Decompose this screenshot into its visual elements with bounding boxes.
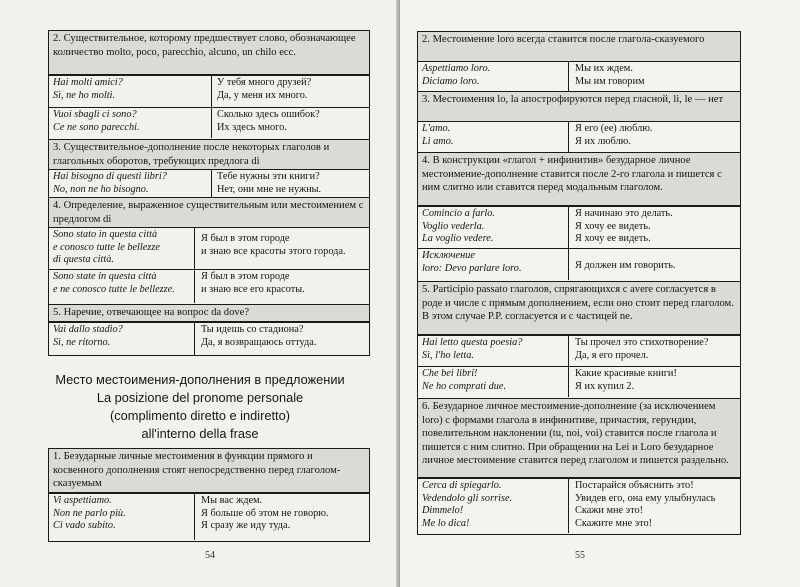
italian-text: Hai letto questa poesia? Sì, l'ho letta. xyxy=(422,337,523,361)
right-page xyxy=(400,0,800,587)
russian-text: Мы их ждем. Мы им говорим xyxy=(575,63,645,87)
section-heading-it-2: (complimento diretto e indiretto) xyxy=(110,408,290,423)
italian-text: Hai molti amici? Sì, ne ho molti. xyxy=(53,77,123,101)
russian-text: У тебя много друзей? Да, у меня их много. xyxy=(217,77,312,101)
table-row xyxy=(49,322,369,355)
table-row xyxy=(49,269,369,303)
italian-text: Cerca di spiegarlo. Vedendolo gli sorrise. Dimmelo! Me lo dica! xyxy=(422,480,513,529)
table-row xyxy=(418,206,740,249)
italian-text: Che bei libri! Ne ho comprati due. xyxy=(422,368,507,392)
table-row xyxy=(49,493,369,540)
italian-text: Comincio a farlo. Voglio vederla. La voglio vedere. xyxy=(422,208,495,245)
section-5-adverb xyxy=(48,304,370,356)
section-header: 4. В конструкции «глагол + инфинитив» безударное личное местоимение-дополнение ставится после 2-го глагола и пишется с ним слитно или ставится перед модальным глаголом. xyxy=(418,153,740,206)
italian-text: Исключение loro: Devo parlare loro. xyxy=(422,250,522,274)
table-row xyxy=(49,75,369,108)
italian-text: Hai bisogno di questi libri? No, non ne ho bisogno. xyxy=(53,171,167,195)
russian-text: Постарайся объяснить это! Увидев его, она ему улыбнулась Скажи мне это! Скажите мне это! xyxy=(575,480,716,529)
section-6-enclitic xyxy=(417,398,741,535)
table-row xyxy=(418,61,740,91)
table-row xyxy=(418,248,740,280)
section-header: 4. Определение, выраженное существительным или местоимением с предлогом di xyxy=(49,198,369,228)
section-heading-it-1: La posizione del pronome personale xyxy=(96,390,304,405)
russian-text: Ты идешь со стадиона? Да, я возвращаюсь оттуда. xyxy=(201,324,317,348)
russian-text: Я начинаю это делать. Я хочу ее видеть. Я хочу ее видеть. xyxy=(575,208,673,245)
russian-text: Я его (ее) люблю. Я их люблю. xyxy=(575,123,653,147)
page-number: 54 xyxy=(205,550,215,561)
section-header: 5. Participio passato глаголов, спрягающихся с avere согласуется в роде и числе с прямым дополнением, если оно стоит перед глаголом. В этом случае P.P. согласуется и с частицей ne. xyxy=(418,282,740,335)
russian-text: Тебе нужны эти книги? Нет, они мне не нужны. xyxy=(217,171,322,195)
section-4-infinitive xyxy=(417,152,741,282)
page-number: 55 xyxy=(575,550,585,561)
russian-text: Ты прочел это стихотворение? Да, я его прочел. xyxy=(575,337,709,361)
italian-text: Vi aspettiamo. Non ne parlo più. Ci vado subito. xyxy=(53,495,126,532)
section-heading-ru: Место местоимения-дополнения в предложении xyxy=(55,372,345,387)
russian-text: Сколько здесь ошибок? Их здесь много. xyxy=(217,109,320,133)
table-row xyxy=(418,335,740,367)
section-header: 6. Безударное личное местоимение-дополнение (за исключением loro) с формами глагола в инфинитиве, причастия, герундии, повелительном наклонении (tu, noi, voi) ставится после глагола и пишется с ним слитно. При обращении на Lei и Loro безударное личное местоимение ставится перед глаголом и пишется раздельно. xyxy=(418,399,740,478)
russian-text: Я должен им говорить. xyxy=(575,260,676,271)
section-header: 3. Существительное-дополнение после некоторых глаголов и глагольных оборотов, требующих предлога di xyxy=(49,140,369,170)
italian-text: Sono state in questa città e ne conosco tutte le bellezze. xyxy=(53,271,175,295)
section-header: 3. Местоимения lo, la апострофируются перед гласной, li, le — нет xyxy=(418,92,740,122)
italian-text: Aspettiamo loro. Diciamo loro. xyxy=(422,63,491,87)
table-row xyxy=(49,107,369,138)
section-header: 5. Наречие, отвечающее на вопрос da dove? xyxy=(49,305,369,322)
russian-text: Мы вас ждем. Я больше об этом не говорю. Я сразу же иду туда. xyxy=(201,495,329,532)
table-row xyxy=(49,227,369,270)
section-2-loro xyxy=(417,31,741,92)
table-row xyxy=(418,366,740,397)
russian-text: Я был в этом городе и знаю все его красоты. xyxy=(201,271,305,295)
russian-text: Какие красивые книги! Я их купил 2. xyxy=(575,368,677,392)
russian-text: Я был в этом городе и знаю все красоты этого города. xyxy=(201,233,346,257)
section-header: 2. Местоимение loro всегда ставится после глагола-сказуемого xyxy=(418,32,740,62)
italian-text: Vai dallo stadio? Sì, ne ritorno. xyxy=(53,324,123,348)
section-3-di xyxy=(48,139,370,198)
italian-text: L'amo. Li amo. xyxy=(422,123,454,147)
section-5-participio xyxy=(417,281,741,399)
table-row xyxy=(418,478,740,533)
section-header: 1. Безударные личные местоимения в функции прямого и косвенного дополнения стоят непосредственно перед глаголом-сказуемым xyxy=(49,449,369,493)
table-row xyxy=(49,169,369,197)
section-4-definition xyxy=(48,197,370,305)
section-2-quantity xyxy=(48,30,370,140)
section-3-apostrophe xyxy=(417,91,741,153)
section-heading-it-3: all'interno della frase xyxy=(141,426,259,441)
section-header: 2. Существительное, которому предшествует слово, обозначающее количество molto, poco, parecchio, alcuno, un chilo ecc. xyxy=(49,31,369,75)
italian-text: Vuoi sbagli ci sono? Ce ne sono parecchi. xyxy=(53,109,140,133)
table-row xyxy=(418,121,740,152)
italian-text: Sono stato in questa città e conosco tutte le bellezze di questa città. xyxy=(53,229,160,266)
section-1-position xyxy=(48,448,370,542)
